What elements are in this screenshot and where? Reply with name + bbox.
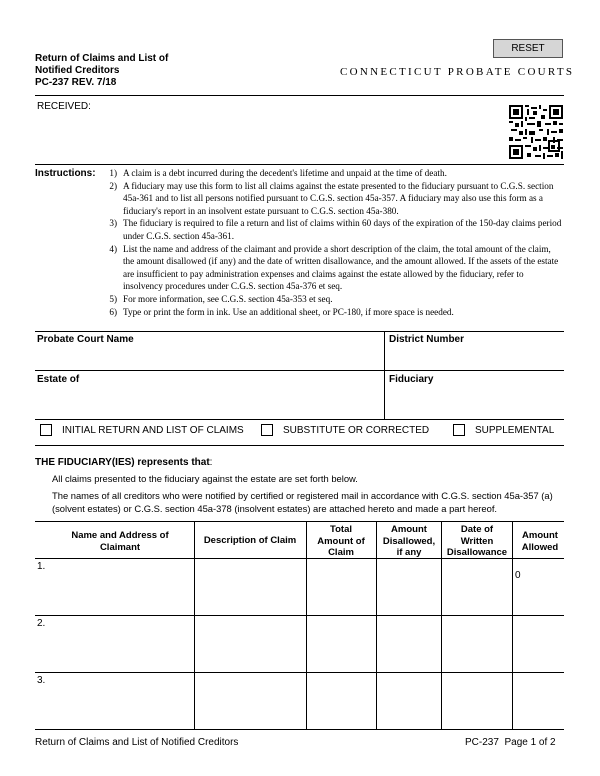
header-divider <box>35 95 564 96</box>
table-col-divider <box>306 521 307 729</box>
col-header-description: Description of Claim <box>203 535 297 546</box>
received-label: RECEIVED: <box>37 101 91 112</box>
col-header-allowed: Amount Allowed <box>521 530 559 553</box>
instructions-label: Instructions: <box>35 168 96 179</box>
fiduciary-field[interactable] <box>388 386 563 417</box>
fiduciary-heading-text: THE FIDUCIARY(IES) represents that <box>35 457 210 468</box>
qr-code-icon <box>509 105 563 159</box>
estate-of-label: Estate of <box>37 374 80 385</box>
initial-return-label: INITIAL RETURN AND LIST OF CLAIMS <box>62 424 244 436</box>
instruction-item <box>104 293 564 306</box>
initial-return-option <box>40 424 244 436</box>
substitute-label: SUBSTITUTE OR CORRECTED <box>283 424 430 436</box>
court-name: CONNECTICUT PROBATE COURTS <box>340 66 575 78</box>
probate-court-name-field[interactable] <box>36 346 382 368</box>
initial-return-checkbox[interactable] <box>40 424 52 436</box>
substitute-checkbox[interactable] <box>261 424 273 436</box>
instruction-number: 1) <box>109 168 117 178</box>
fields-divider <box>384 331 385 419</box>
fields-mid-border <box>35 370 564 371</box>
supplemental-checkbox[interactable] <box>453 424 465 436</box>
substitute-option <box>261 424 429 436</box>
fiduciary-label: Fiduciary <box>389 374 434 385</box>
description-field[interactable] <box>196 560 304 614</box>
row-number: 2. <box>37 618 46 629</box>
instruction-text: A claim is a debt incurred during the decedent's lifetime and unpaid at the time of death. <box>123 168 447 178</box>
table-bottom-border <box>35 729 564 730</box>
table-row-border <box>35 672 564 673</box>
row-number: 1. <box>37 561 46 572</box>
fiduciary-heading-colon: : <box>209 457 213 468</box>
checkbox-divider <box>35 445 564 446</box>
instruction-number: 6) <box>109 306 117 317</box>
district-number-label: District Number <box>389 334 465 345</box>
probate-court-name-label: Probate Court Name <box>37 334 134 345</box>
col-header-date: Date of Written Disallowance <box>446 524 508 558</box>
fields-bottom-border <box>35 419 564 420</box>
amount-allowed-value[interactable]: 0 <box>515 570 521 581</box>
district-number-field[interactable] <box>388 346 563 368</box>
table-row-border <box>35 615 564 616</box>
instruction-text: A fiduciary may use this form to list all claims against the estate presented to the fiduciary pursuant to C.G.S. section 45a-361 and to list all persons notified pursuant to C.G.S. section 45a-357. A fiduciary may also use this form as a fiduciary's report in an insolvent estate pursuant to C.G.S. section 45a-380. <box>123 180 554 216</box>
estate-of-field[interactable] <box>36 386 382 417</box>
disallowance-date-field[interactable] <box>443 560 510 614</box>
table-top-border <box>35 521 564 522</box>
form-title-line1: Return of Claims and List of <box>35 53 169 64</box>
table-col-divider <box>512 521 513 729</box>
claimant-field[interactable] <box>50 560 192 614</box>
form-title-line2: Notified Creditors <box>35 65 120 76</box>
form-title <box>35 53 235 89</box>
instruction-item <box>104 306 564 319</box>
fiduciary-statement-2: The names of all creditors who were notified by certified or registered mail in accordance with C.G.S. section 45a-357 (a) (solvent estates) or C.G.S. section 45a-378 (insolvent estates) are attached hereto and made a part hereof. <box>52 490 553 514</box>
received-divider <box>35 164 564 165</box>
col-header-disallowed: Amount Disallowed, if any <box>382 524 436 558</box>
form-number: PC-237 REV. 7/18 <box>35 77 117 88</box>
instruction-item <box>104 217 564 242</box>
disallowed-field[interactable] <box>378 560 439 614</box>
instruction-number: 3) <box>109 218 117 229</box>
footer-title: Return of Claims and List of Notified Creditors <box>35 737 239 748</box>
footer-page: PC-237 Page 1 of 2 <box>465 737 556 748</box>
instruction-item <box>104 180 564 218</box>
instruction-text: The fiduciary is required to file a return and list of claims within 60 days of the expiration of the 150-day claims period under C.G.S. section 45a-361. <box>123 218 562 241</box>
fiduciary-statement-1: All claims presented to the fiduciary against the estate are set forth below. <box>52 473 358 484</box>
fiduciary-heading <box>35 457 212 468</box>
supplemental-label: SUPPLEMENTAL <box>475 424 555 436</box>
instruction-text: For more information, see C.G.S. section 45a-353 et seq. <box>123 293 333 304</box>
table-col-divider <box>194 521 195 729</box>
table-col-divider <box>441 521 442 729</box>
instruction-item <box>104 167 564 180</box>
total-amount-field[interactable] <box>308 560 374 614</box>
col-header-name: Name and Address of Claimant <box>71 530 169 553</box>
instruction-number: 2) <box>109 180 117 191</box>
instruction-number: 4) <box>109 243 117 254</box>
instructions-list <box>104 167 564 318</box>
fields-top-border <box>35 331 564 332</box>
instruction-item <box>104 243 564 293</box>
instruction-text: Type or print the form in ink. Use an additional sheet, or PC-180, if more space is needed. <box>123 306 454 317</box>
col-header-total: Total Amount of Claim <box>317 524 365 558</box>
reset-button[interactable]: RESET <box>493 39 563 58</box>
supplemental-option <box>453 424 554 436</box>
table-col-divider <box>376 521 377 729</box>
instruction-number: 5) <box>109 293 117 304</box>
row-number: 3. <box>37 675 46 686</box>
instruction-text: List the name and address of the claimant and provide a short description of the claim, the total amount of the claim, the amount disallowed (if any) and the date of written disallowance, and the amount allowed. If the assets of the estate are insufficient to pay administration expenses and claims against the estate allowed by the fiduciary, refer to insolvency procedures under C.G.S. section 45a-376 et seq. <box>123 243 559 292</box>
